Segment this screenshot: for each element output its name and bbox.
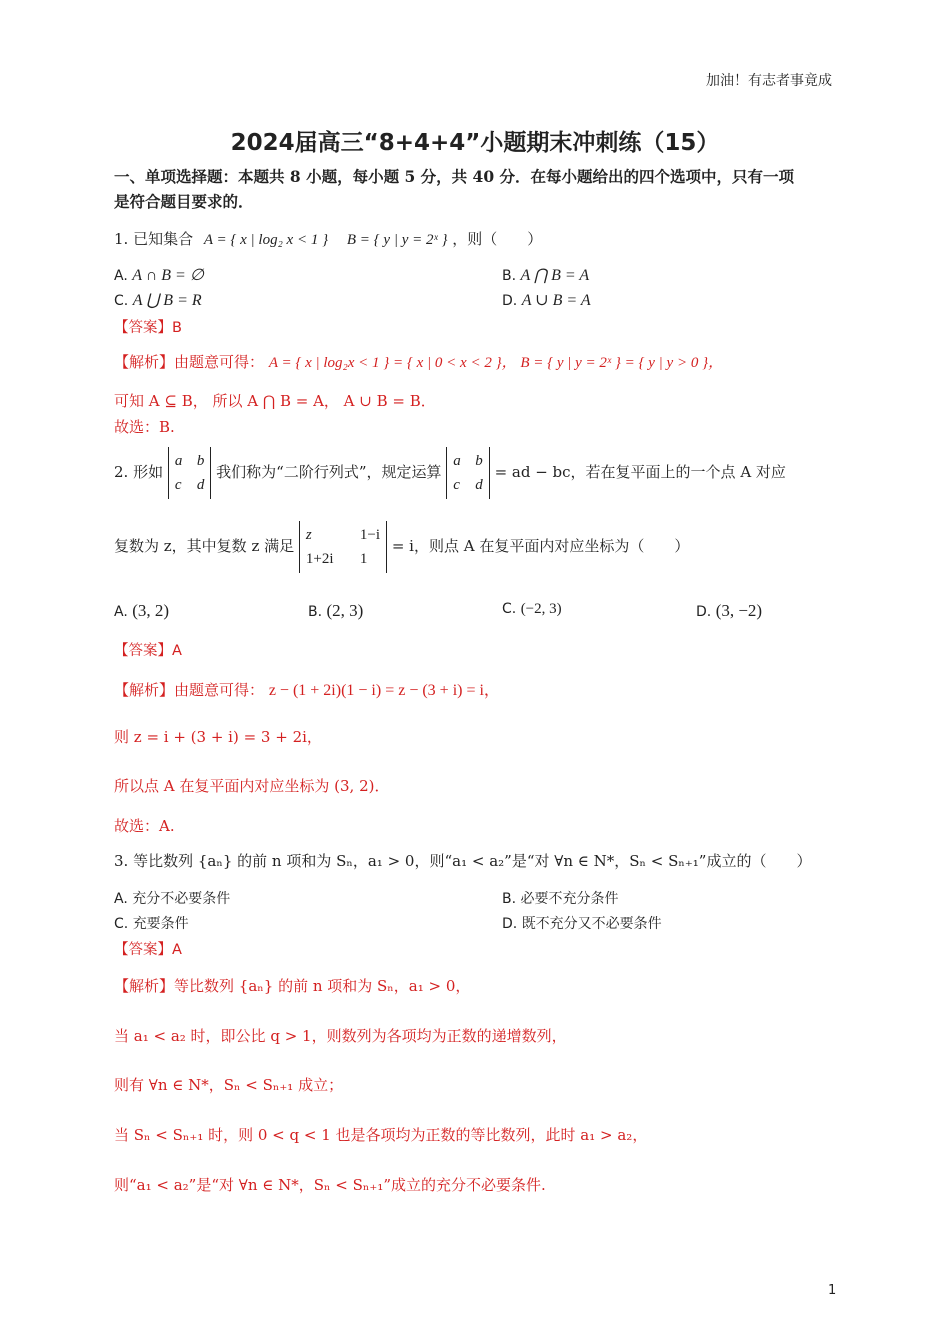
q1-answer: 【答案】B [114,320,182,336]
q3-analysis-1: 【解析】等比数列 {aₙ} 的前 n 项和为 Sₙ，a₁ > 0， [114,977,471,995]
q1-option-a: A. A ∩ B = ∅ [114,267,204,284]
q2-conclusion: 故选：A. [114,817,175,835]
q2-option-d: D. (3, −2) [696,601,763,620]
q2-determinant-2: a b c d [446,447,490,499]
q3-option-d: D. 既不充分又不必要条件 [502,916,662,932]
q1-set-a: A = { x | log₂ x < 1 } [203,232,329,248]
page-title: 2024届高三“8+4+4”小题期末冲刺练（15） [230,130,720,156]
header-motto: 加油！有志者事竟成 [706,73,832,89]
q3-option-b: B. 必要不充分条件 [502,891,619,907]
q3-option-c: C. 充要条件 [114,916,189,932]
q3-stem: 3. 等比数列 {aₙ} 的前 n 项和为 Sₙ，a₁ > 0，则“a₁ < a₂”是“对 ∀n ∈ N*，Sₙ < Sₙ₊₁”成立的（ ） [114,852,812,870]
q2-analysis-1: 【解析】由题意可得： z − (1 + 2i)(1 − i) = z − (3 + i) = i， [114,681,500,699]
q2-stem-line1: 2. 形如 a b c d 我们称为“二阶行列式”，规定运算 a b c d = ad − bc，若在复平面上的一个点 A 对应 [114,447,786,499]
q2-answer: 【答案】A [114,643,182,659]
q2-analysis-3: 所以点 A 在复平面内对应坐标为 (3, 2)． [114,777,390,795]
q1-set-b: B = { y | y = 2ˣ } [346,232,448,248]
q3-option-a: A. 充分不必要条件 [114,891,231,907]
page-number: 1 [828,1283,837,1298]
q2-determinant-1: a b c d [168,447,212,499]
section-heading-line2: 是符合题目要求的． [114,192,254,211]
q1-analysis-2: 可知 A ⊆ B， 所以 A ⋂ B = A， A ∪ B = B． [114,392,436,410]
q2-analysis-2: 则 z = i + (3 + i) = 3 + 2i， [114,728,322,746]
q1-option-d: D. A ∪ B = A [502,292,591,309]
q2-stem-line2: 复数为 z，其中复数 z 满足 z 1−i 1+2i 1 = i，则点 A 在复平面内对应坐标为（ ） [114,521,689,573]
q3-analysis-3: 则有 ∀n ∈ N*，Sₙ < Sₙ₊₁ 成立； [114,1076,344,1094]
section-heading-line1: 一、单项选择题：本题共 8 小题，每小题 5 分，共 40 分．在每小题给出的四个选项中，只有一项 [114,167,795,186]
q3-analysis-2: 当 a₁ < a₂ 时，即公比 q > 1，则数列为各项均为正数的递增数列， [114,1027,567,1045]
q2-option-b: B. (2, 3) [308,601,364,620]
q3-analysis-5: 则“a₁ < a₂”是“对 ∀n ∈ N*，Sₙ < Sₙ₊₁”成立的充分不必要条件. [114,1176,546,1194]
q2-determinant-3: z 1−i 1+2i 1 [299,521,387,573]
q2-option-a: A. (3, 2) [114,601,170,620]
q3-analysis-4: 当 Sₙ < Sₙ₊₁ 时，则 0 < q < 1 也是各项均为正数的等比数列，此时 a₁ > a₂， [114,1126,648,1144]
q1-stem: 1. 已知集合 A = { x | log₂ x < 1 } B = { y | y = 2ˣ } ，则（ ） [114,230,543,248]
q3-answer: 【答案】A [114,942,182,958]
q1-option-c: C. A ⋃ B = R [114,292,202,309]
q1-option-b: B. A ⋂ B = A [502,267,590,284]
q2-option-c: C. (−2, 3) [502,601,562,617]
q1-conclusion: 故选：B. [114,418,175,436]
q1-analysis-1: 【解析】由题意可得： A = { x | log₂x < 1 } = { x | 0 < x < 2 }， B = { y | y = 2ˣ } = { y | y > 0 }， [114,353,724,371]
